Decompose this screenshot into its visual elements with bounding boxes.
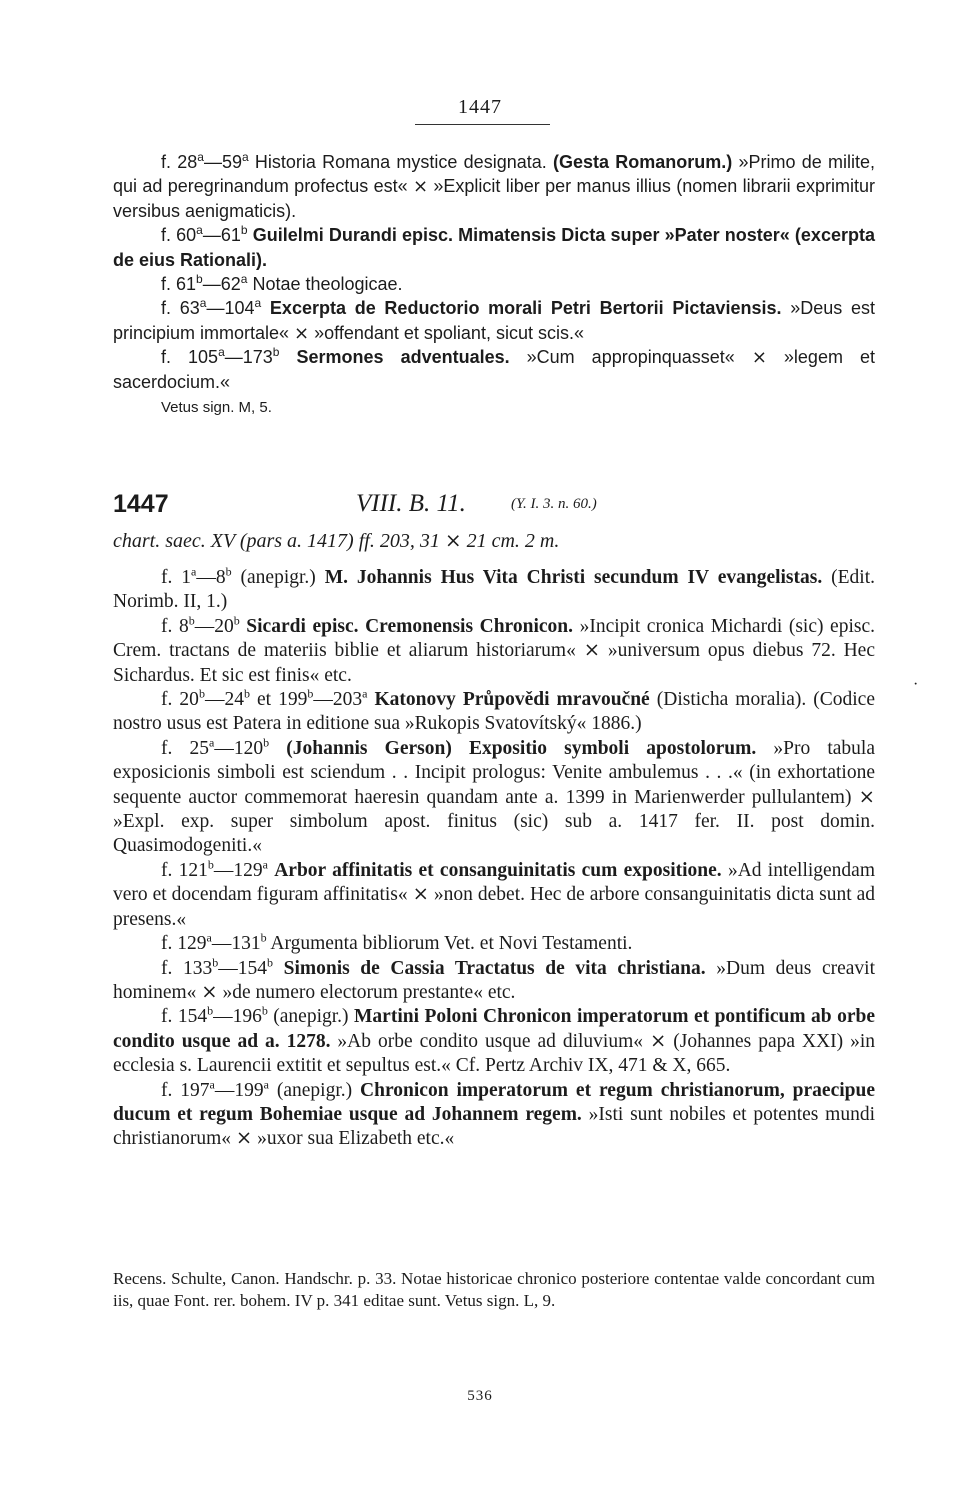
margin-mark: · — [913, 676, 919, 693]
entry-contents — [113, 566, 875, 1152]
page-number: 536 — [467, 1388, 493, 1404]
content-item-7: f. 154$^b$—196$^b$ (anepigr.) Martini Poloni Chronicon imperatorum et pontificum ab orbe condito usque ad a. 1278. »Ab orbe condito usque ad diluvium« ⨯ (Johannes papa XXI) »in ecclesia s. Laurencii extitit et sepultus est.« Cf. Pertz Archiv IX, 471 & X, 665. — [113, 1003, 875, 1077]
previous-entry — [113, 150, 875, 420]
entry-number: 1447 — [113, 490, 169, 518]
content-item-6: f. 133$^b$—154$^b$ Simonis de Cassia Tractatus de vita christiana. »Dum deus creavit hominem« ⨯ »de numero electorum prestante« etc. — [113, 955, 876, 1003]
header-rule — [415, 124, 550, 125]
content-item-4: f. 121$^b$—129$^a$ Arbor affinitatis et consanguinitatis cum expositione. »Ad intelligendam vero et docendam figuram affinitatis« ⨯ »non debet. Hec de arbore consanguinitatis dicta sunt ad presens.« — [113, 857, 876, 930]
prev-item-1: f. 60$^a$—61$^b$ Guilelmi Durandi episc. Mimatensis Dicta super »Pater noster« (excerpta de eius Rationali). — [113, 223, 875, 270]
prev-old-sign: Vetus sign. M, 5. — [161, 399, 272, 417]
prev-item-2: f. 61$^b$—62$^a$ Notae theologicae. — [161, 272, 403, 295]
footnote-text: Recens. Schulte, Canon. Handschr. p. 33. Notae historicae chronico posteriore contentae valde concordant cum iis, quae Font. rer. bohem. IV p. 341 editae sunt. Vetus sign. L, 9. — [113, 1269, 875, 1310]
prev-item-3: f. 63$^a$—104$^a$ Excerpta de Reductorio morali Petri Bertorii Pictaviensis. »Deus est principium immortale« ⨯ »offendant et spoliant, sicut scis.« — [113, 296, 875, 343]
prev-item-0: f. 28$^a$—59$^a$ Historia Romana mystice designata. (Gesta Romanorum.) »Primo de milite, qui ad peregrinandum profectus est« ⨯ »Explicit liber per manus illius (nomen librarii exprimitur versibus aenigmaticis). — [113, 150, 876, 221]
entry-old-signature: (Y. I. 3. n. 60.) — [511, 496, 597, 512]
content-item-0: f. 1$^a$—8$^b$ (anepigr.) M. Johannis Hus Vita Christi secundum IV evangelistas. (Edit. Norimb. II, 1.) — [113, 564, 876, 613]
entry-description: chart. saec. XV (pars a. 1417) ff. 203, 31 ⨯ 21 cm. 2 m. — [113, 530, 560, 552]
content-item-3: f. 25$^a$—120$^b$ (Johannis Gerson) Expositio symboli apostolorum. »Pro tabula exposicionis simboli est sciendum . . Incipit prologus: Venite ambulemus . . .« (in exhortatione sequente auctor commemorat haeresin quandam ante a. 1399 in Marienwerder pullulantem) ⨯ »Expl. exp. super simbolum apost. finitus (sic) sub a. 1417 fer. II. post domin. Quasimodogeniti.« — [113, 735, 875, 857]
content-item-2: f. 20$^b$—24$^b$ et 199$^b$—203$^a$ Katonovy Průpovědi mravoučné (Disticha moralia). (Codice nostro usus est Patera in editione sua »Rukopis Svatovítský« 1886.) — [113, 686, 875, 735]
entry-heading — [113, 490, 875, 520]
footnote — [113, 1268, 875, 1312]
content-item-1: f. 8$^b$—20$^b$ Sicardi episc. Cremonensis Chronicon. »Incipit cronica Michardi (sic) episc. Crem. tractans de materiis biblie et aliarum historiarum« ⨯ »universum opus diebus 72. Hec Sichardus. Et sic est finis« etc. — [113, 613, 875, 686]
prev-item-4: f. 105$^a$—173$^b$ Sermones adventuales. »Cum appropinquasset« ⨯ »legem et sacerdocium.« — [113, 345, 875, 392]
content-item-5: f. 129$^a$—131$^b$ Argumenta bibliorum Vet. et Novi Testamenti. — [161, 930, 633, 955]
running-head: 1447 — [458, 96, 502, 118]
entry-signature: VIII. B. 11. — [356, 490, 466, 517]
content-item-8: f. 197$^a$—199$^a$ (anepigr.) Chronicon imperatorum et regum christianorum, praecipue ducum et regum Bohemiae usque ad Johannem regem. »Isti sunt nobiles et potentes mundi christianorum« ⨯ »uxor sua Elizabeth etc.« — [113, 1077, 875, 1150]
